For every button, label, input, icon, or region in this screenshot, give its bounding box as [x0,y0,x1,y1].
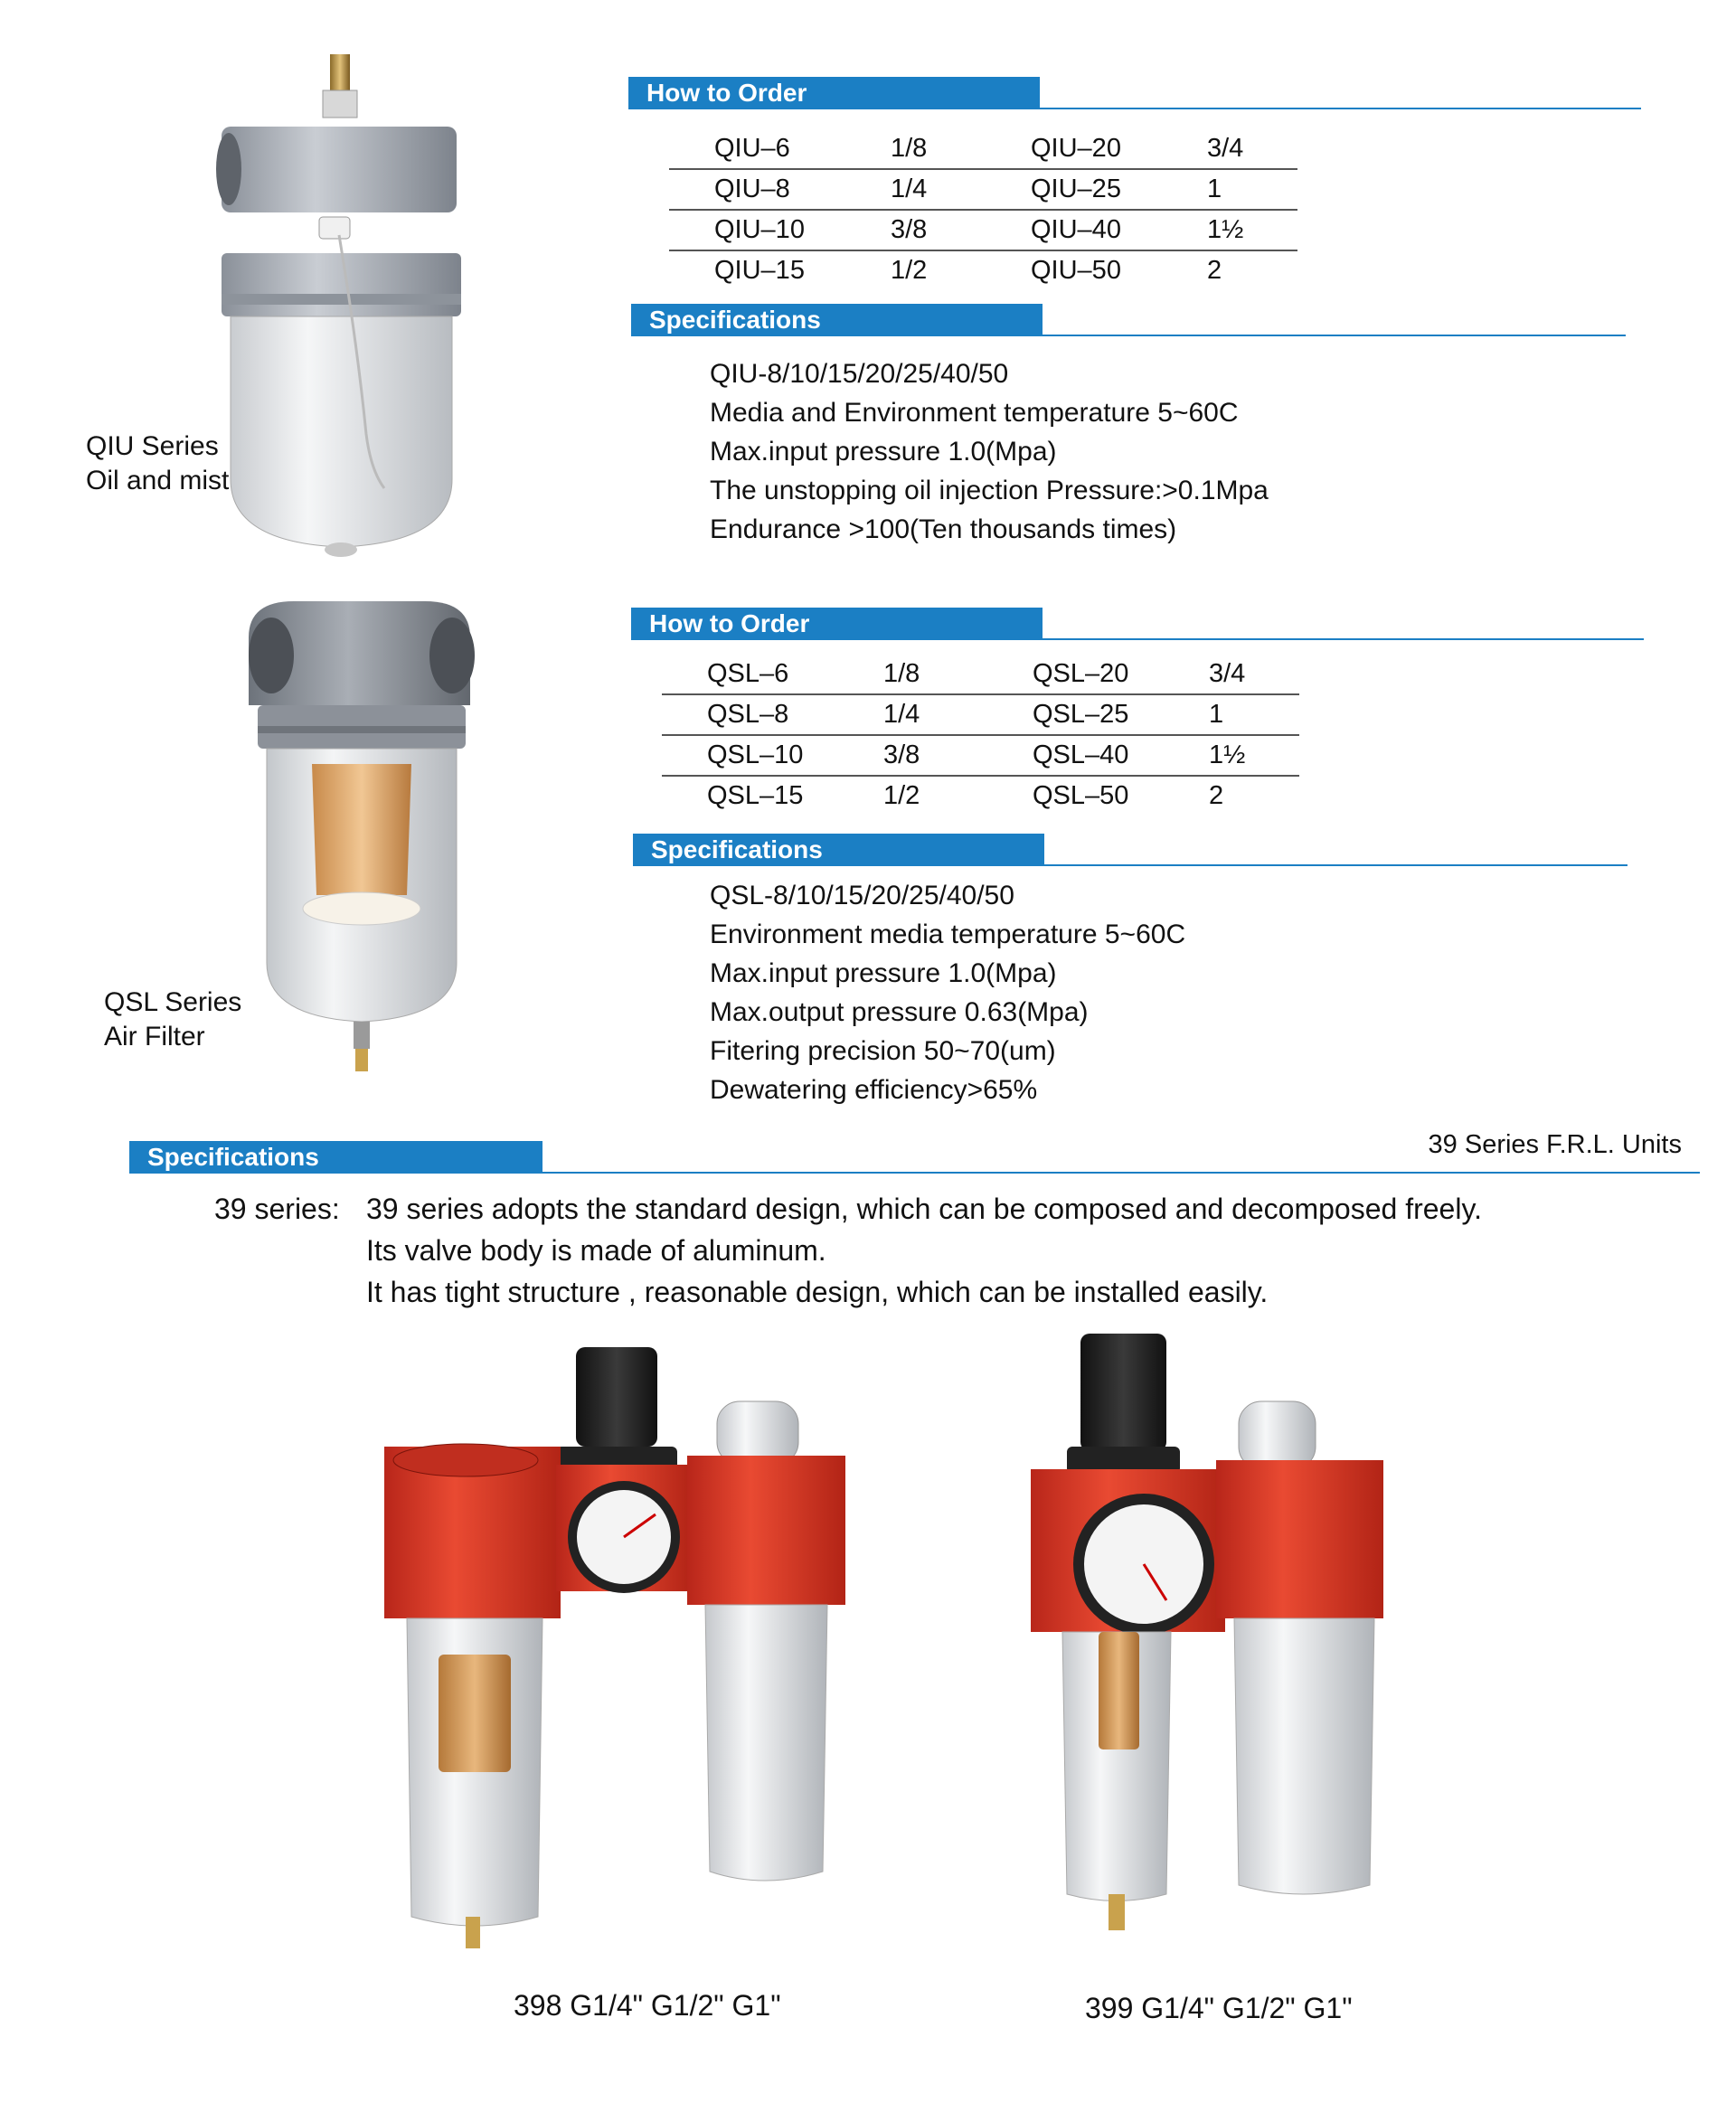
qsl-order-table [662,655,1299,816]
spec-line: QSL-8/10/15/20/25/40/50 [710,881,1014,910]
model-cell: QSL–20 [996,655,1209,694]
size-cell: 1/4 [891,169,1004,210]
size-cell: 1/8 [883,655,996,694]
frl-399-caption: 399 G1/4" G1/2" G1" [1085,1992,1353,2024]
series39-description [366,1188,1482,1313]
description-line: It has tight structure , reasonable design, which can be installed easily. [366,1276,1269,1308]
table-row [669,129,1297,169]
size-cell: 2 [1207,256,1222,285]
model-cell: QIU–25 [1004,169,1207,210]
spec-line: Media and Environment temperature 5~60C [710,398,1239,428]
qiu-spec-header-rule [1043,335,1626,336]
table-row [669,169,1297,210]
table-row [662,776,1299,816]
spec-line: Endurance >100(Ten thousands times) [710,514,1177,544]
description-line: 39 series adopts the standard design, which can be composed and decomposed freely. [366,1193,1482,1225]
size-cell: 3/4 [1209,655,1299,694]
model-cell: QSL–25 [996,694,1209,735]
model-cell: QIU–10 [669,210,891,250]
size-cell: 1/8 [891,129,1004,169]
qiu-caption-line1: QIU Series [86,431,219,461]
size-cell: 3/8 [883,735,996,776]
series39-spec-header-rule [542,1172,1700,1174]
model-cell: QSL–8 [662,694,883,735]
model-cell: QSL–6 [662,655,883,694]
model-cell: QSL–15 [707,781,804,810]
qiu-caption-line2: Oil and mist [86,466,230,495]
table-row [669,210,1297,250]
model-cell: QSL–40 [996,735,1209,776]
qsl-order-header-label: How to Order [631,608,1043,640]
qsl-spec-list [710,876,1185,1109]
qiu-spec-list [710,354,1269,549]
size-cell: 1 [1209,694,1299,735]
spec-line: Dewatering efficiency>65% [710,1075,1038,1105]
spec-line: Max.output pressure 0.63(Mpa) [710,997,1089,1027]
model-cell: QIU–15 [714,256,805,285]
qsl-spec-header-label: Specifications [633,834,1044,866]
frl-399-image [1031,1334,1410,1962]
table-row [662,694,1299,735]
spec-line: QIU-8/10/15/20/25/40/50 [710,359,1009,389]
model-cell: QIU–40 [1004,210,1207,250]
qiu-spec-header [631,304,1626,336]
qiu-spec-header-label: Specifications [631,304,1043,336]
spec-line: Max.input pressure 1.0(Mpa) [710,958,1057,988]
qsl-spec-header [633,834,1628,866]
table-row [669,250,1297,290]
size-cell: 1½ [1207,210,1297,250]
table-row [662,655,1299,694]
qsl-order-header-rule [1043,638,1644,640]
frl-398-caption: 398 G1/4" G1/2" G1" [514,1989,781,2022]
model-cell: QSL–10 [662,735,883,776]
model-cell: QIU–50 [1031,256,1121,285]
spec-line: Environment media temperature 5~60C [710,919,1186,949]
qsl-caption [104,985,241,1054]
model-cell: QIU–20 [1004,129,1207,169]
size-cell: 1/2 [883,781,920,810]
qiu-order-header-label: How to Order [628,77,1040,109]
qiu-order-header-rule [1040,108,1641,109]
model-cell: QIU–8 [669,169,891,210]
qsl-caption-line1: QSL Series [104,987,242,1017]
table-row [662,735,1299,776]
size-cell: 1 [1207,169,1297,210]
qsl-spec-header-rule [1044,864,1628,866]
qsl-caption-line2: Air Filter [104,1022,205,1052]
model-cell: QIU–6 [669,129,891,169]
spec-line: Fitering precision 50~70(um) [710,1036,1056,1066]
description-line: Its valve body is made of aluminum. [366,1234,826,1267]
spec-line: The unstopping oil injection Pressure:>0.1Mpa [710,476,1269,505]
size-cell: 3/4 [1207,129,1297,169]
size-cell: 1½ [1209,735,1299,776]
model-cell: QSL–50 [1033,781,1129,810]
frl-398-image [366,1347,891,1980]
series39-spec-header-label: Specifications [129,1141,542,1174]
series39-title: 39 Series F.R.L. Units [1428,1130,1682,1159]
qiu-order-header [628,77,1641,109]
size-cell: 1/4 [883,694,996,735]
size-cell: 1/2 [891,256,928,285]
spec-line: Max.input pressure 1.0(Mpa) [710,437,1057,467]
qiu-caption [86,429,229,498]
size-cell: 2 [1209,781,1224,810]
qsl-air-filter-image [231,601,488,1080]
series39-label: 39 series: [214,1193,340,1225]
qiu-lubricator-image [203,54,493,561]
qiu-order-table [669,129,1297,290]
size-cell: 3/8 [891,210,1004,250]
qsl-order-header [631,608,1644,640]
